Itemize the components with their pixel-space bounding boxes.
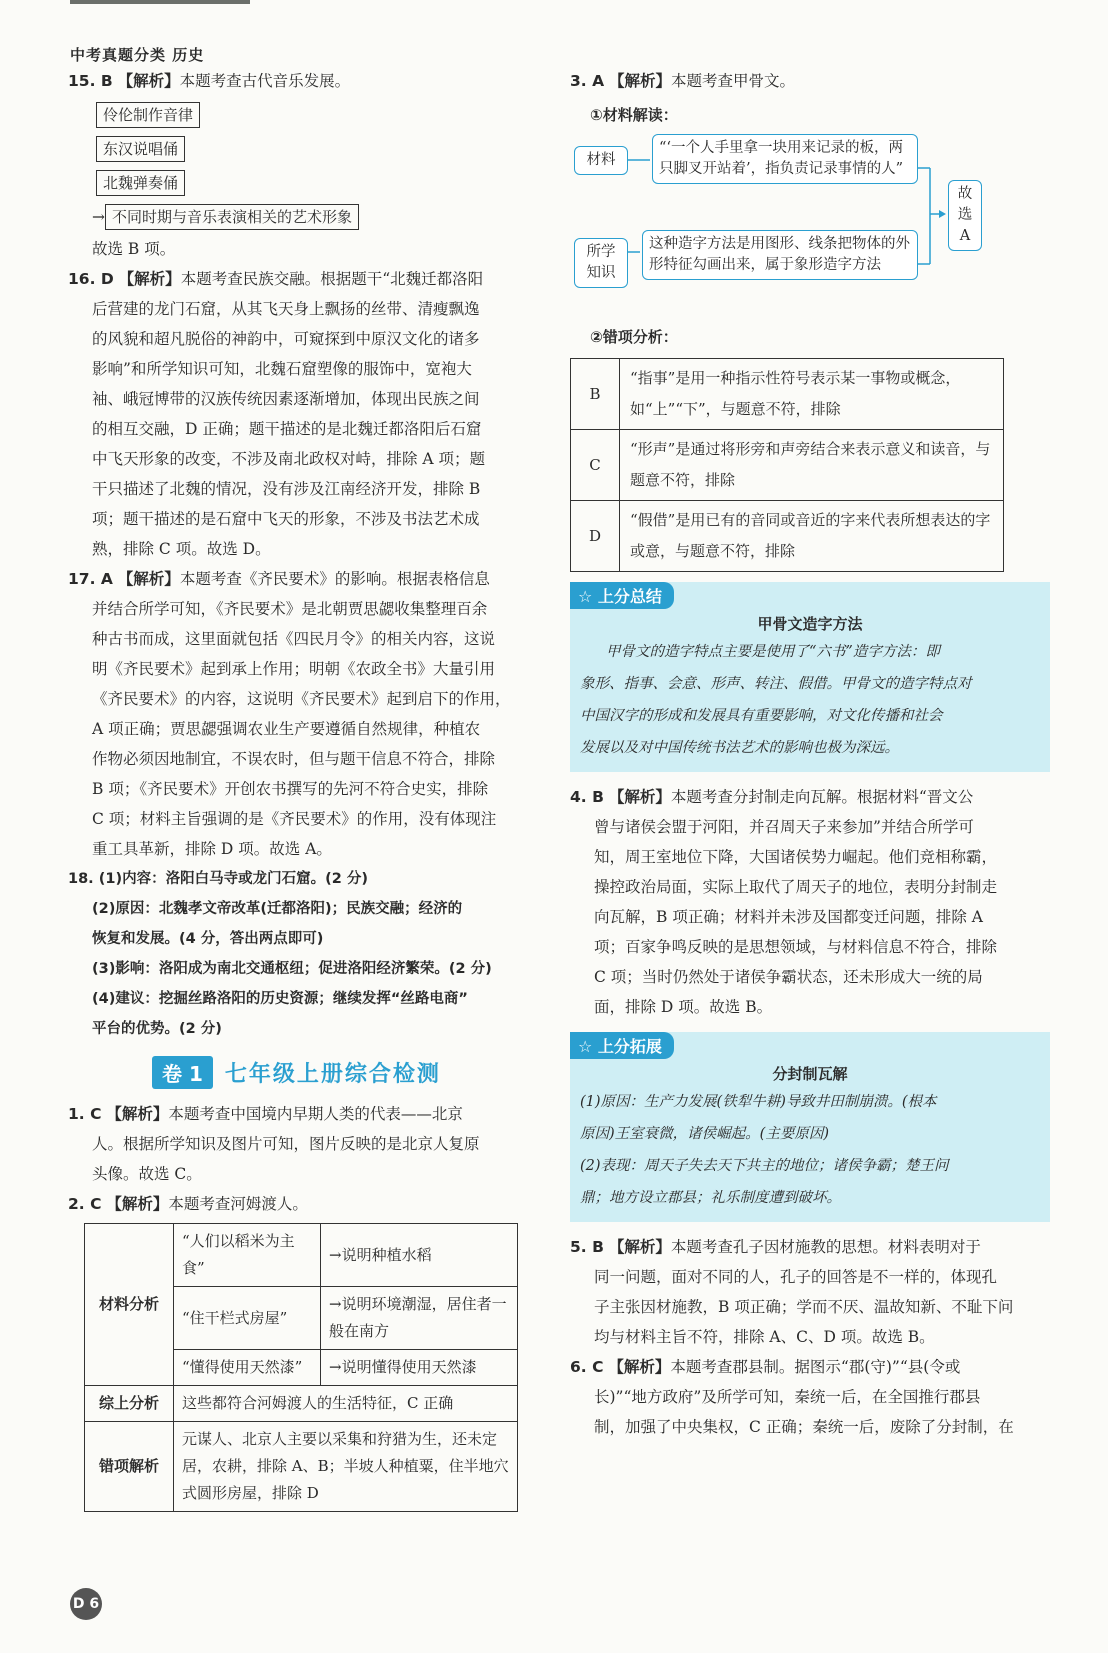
text-line: 种古书而成，这里面就包括《四民月令》的相关内容，这说 [92, 630, 496, 648]
text-line: 《齐民要术》的内容，这说明《齐民要术》起到启下的作用， [92, 690, 511, 708]
table-header: 综上分析 [85, 1386, 174, 1422]
section-banner [152, 1056, 546, 1089]
text-line: 重工具革新，排除 D 项。故选 A。 [92, 840, 332, 858]
text-line: 本题考查郡县制。据图示“郡(守)”“县(令或 [670, 1358, 961, 1376]
analysis-tag: 【解析】 [118, 270, 181, 288]
answer-line: (4)建议：挖掘丝路洛阳的历史资源；继续发挥“丝路电商” [92, 991, 468, 1007]
text-line: 明《齐民要术》起到承上作用；明朝《农政全书》大量引用 [92, 660, 496, 678]
text-line: 长)”“地方政府”及所学可知，秦统一后，在全国推行郡县 [594, 1388, 981, 1406]
subheading: ①材料解读： [590, 106, 678, 124]
top-decoration-bar [70, 0, 250, 4]
arrow-icon: → [92, 208, 105, 226]
answer-line: 故选 B 项。 [92, 240, 176, 258]
boxed-item: 东汉说唱俑 [96, 136, 185, 162]
analysis-tag: 【解析】 [117, 570, 180, 588]
question-number: 4. B [570, 788, 604, 806]
analysis-tag: 【解析】 [106, 1195, 169, 1213]
text-line: C 项；材料主旨强调的是《齐民要术》的作用，没有体现注 [92, 810, 497, 828]
text-line: 并结合所学可知，《齐民要术》是北朝贾思勰收集整理百余 [92, 600, 488, 618]
text-line: 项；百家争鸣反映的是思想领域，与材料信息不符合，排除 [594, 938, 998, 956]
material-text: “‘一个人手里拿一块用来记录的板，两只脚叉开站着’，指负责记录事情的人” [652, 134, 918, 184]
question-6 [570, 1352, 1050, 1442]
table-cell: “住干栏式房屋” [174, 1287, 321, 1350]
error-analysis-table [570, 358, 1004, 572]
text-line: 本题考查民族交融。根据题干“北魏迁都洛阳 [180, 270, 484, 288]
tip-heading-text: 上分总结 [597, 587, 662, 606]
tip-line: (2)表现：周天子失去天下共主的地位；诸侯争霸；楚王问 [580, 1158, 949, 1174]
text-line: 袖、峨冠博带的汉族传统因素逐渐增加，体现出民族之间 [92, 390, 480, 408]
question-5 [570, 1232, 1050, 1352]
section-title: 七年级上册综合检测 [224, 1062, 441, 1087]
text-line: 熟，排除 C 项。故选 D。 [92, 540, 271, 558]
tip-line: 甲骨文的造字特点主要是使用了“六书”造字方法：即 [606, 644, 940, 660]
right-column [570, 66, 1050, 1442]
option-label: B [571, 359, 620, 430]
tip-heading [570, 582, 674, 609]
question-4 [570, 782, 1050, 1022]
question-text: 本题考查河姆渡人。 [168, 1195, 308, 1213]
text-line: 本题考查分封制走向瓦解。根据材料“晋文公 [670, 788, 974, 806]
text-line: 中飞天形象的改变，不涉及南北政权对峙，排除 A 项；题 [92, 450, 486, 468]
answer-line: 恢复和发展。(4 分，答出两点即可) [92, 931, 324, 947]
question-number: 2. C [68, 1195, 102, 1213]
text-line: 本题考查孔子因材施教的思想。材料表明对于 [670, 1238, 981, 1256]
answer-line: (1)内容：洛阳白马寺或龙门石窟。(2 分) [98, 871, 368, 887]
tip-heading-text: 上分拓展 [597, 1037, 662, 1056]
label-knowledge: 所学知识 [574, 238, 628, 288]
subheading: ②错项分析： [590, 328, 678, 346]
option-analysis: “指事”是用一种指示性符号表示某一事物或概念，如“上”“下”，与题意不符，排除 [620, 359, 1004, 430]
analysis-tag: 【解析】 [608, 1358, 671, 1376]
option-label: D [571, 501, 620, 572]
text-line: 面，排除 D 项。故选 B。 [594, 998, 773, 1016]
material-diagram [570, 134, 1050, 324]
question-2 [68, 1189, 546, 1512]
tip-line: 鼎；地方设立郡县；礼乐制度遭到破坏。 [580, 1190, 841, 1206]
analysis-tag: 【解析】 [117, 72, 180, 90]
boxed-item: 伶伦制作音律 [96, 102, 200, 128]
table-cell: “懂得使用天然漆” [174, 1350, 321, 1386]
table-cell: 元谋人、北京人主要以采集和狩猎为生，还未定居，农耕，排除 A、B；半坡人种植粟，住半地穴式圆形房屋，排除 D [174, 1422, 518, 1512]
question-number: 3. A [570, 72, 605, 90]
table-cell: →说明懂得使用天然漆 [321, 1350, 518, 1386]
text-line: 曾与诸侯会盟于河阳，并召周天子来参加”并结合所学可 [594, 818, 974, 836]
table-header: 错项解析 [85, 1422, 174, 1512]
text-line: 知，周王室地位下降，大国诸侯势力崛起。他们竞相称霸， [594, 848, 998, 866]
question-16 [68, 264, 546, 564]
text-line: B 项；《齐民要术》开创农书撰写的先河不符合史实，排除 [92, 780, 489, 798]
text-line: 作物必须因地制宜，不误农时，但与题干信息不符合，排除 [92, 750, 496, 768]
page-header: 中考真题分类 历史 [70, 46, 205, 64]
text-line: 制，加强了中央集权，C 正确；秦统一后，废除了分封制，在 [594, 1418, 1014, 1436]
text-line: 向瓦解，B 项正确；材料并未涉及国都变迁问题，排除 A [594, 908, 983, 926]
question-number: 5. B [570, 1238, 604, 1256]
tip-line: 发展以及对中国传统书法艺术的影响也极为深远。 [580, 740, 899, 756]
text-line: 本题考查《齐民要术》的影响。根据表格信息 [179, 570, 490, 588]
page-number: D 6 [70, 1588, 102, 1620]
question-18 [68, 864, 546, 1044]
question-number: 18. [68, 871, 94, 887]
table-cell: 这些都符合河姆渡人的生活特征，C 正确 [174, 1386, 518, 1422]
text-line: 头像。故选 C。 [92, 1165, 202, 1183]
answer-line: 平台的优势。(2 分) [92, 1021, 222, 1037]
analysis-tag: 【解析】 [608, 1238, 671, 1256]
option-analysis: “形声”是通过将形旁和声旁结合来表示意义和读音，与题意不符，排除 [620, 430, 1004, 501]
knowledge-text: 这种造字方法是用图形、线条把物体的外形特征勾画出来，属于象形造字方法 [642, 230, 918, 280]
text-line: 操控政治局面，实际上取代了周天子的地位，表明分封制走 [594, 878, 998, 896]
question-number: 1. C [68, 1105, 102, 1123]
question-text: 本题考查甲骨文。 [671, 72, 796, 90]
star-icon: ☆ [578, 587, 598, 606]
text-line: C 项；当时仍然处于诸侯争霸状态，还未形成大一统的局 [594, 968, 983, 986]
text-line: 后营建的龙门石窟，从其飞天身上飘扬的丝带、清瘦飘逸 [92, 300, 480, 318]
volume-badge: 卷 1 [152, 1056, 213, 1089]
answer-line: (2)原因：北魏孝文帝改革(迁都洛阳)；民族交融；经济的 [92, 901, 463, 917]
conclusion-box: 故选A [948, 180, 982, 251]
analysis-table [84, 1223, 518, 1512]
tip-line: 中国汉字的形成和发展具有重要影响，对文化传播和社会 [580, 708, 943, 724]
table-header: 材料分析 [85, 1224, 174, 1386]
left-column [68, 66, 546, 1512]
question-17 [68, 564, 546, 864]
question-number: 17. A [68, 570, 113, 588]
text-line: 的相互交融，D 正确；题干描述的是北魏迁都洛阳后石窟 [92, 420, 482, 438]
analysis-tag: 【解析】 [609, 72, 672, 90]
text-line: 影响”和所学知识可知，北魏石窟塑像的服饰中，宽袍大 [92, 360, 472, 378]
question-text: 本题考查古代音乐发展。 [179, 72, 351, 90]
text-line: 的风貌和超凡脱俗的神韵中，可窥探到中原汉文化的诸多 [92, 330, 480, 348]
tip-line: 原因)王室衰微，诸侯崛起。(主要原因) [580, 1126, 829, 1142]
tip-line: (1)原因：生产力发展(铁犁牛耕)导致井田制崩溃。(根本 [580, 1094, 937, 1110]
text-line: A 项正确；贾思勰强调农业生产要遵循自然规律，种植农 [92, 720, 481, 738]
question-3 [570, 66, 1050, 572]
question-number: 15. B [68, 72, 113, 90]
question-1 [68, 1099, 546, 1189]
question-number: 16. D [68, 270, 114, 288]
boxed-item: 北魏弹奏俑 [96, 170, 185, 196]
boxed-result: 不同时期与音乐表演相关的艺术形象 [105, 204, 359, 230]
label-material: 材料 [574, 146, 628, 175]
table-cell: →说明环境潮湿，居住者一般在南方 [321, 1287, 518, 1350]
option-analysis: “假借”是用已有的音同或音近的字来代表所想表达的字或意，与题意不符，排除 [620, 501, 1004, 572]
question-number: 6. C [570, 1358, 604, 1376]
table-cell: →说明种植水稻 [321, 1224, 518, 1287]
tip-extension-box [570, 1032, 1050, 1222]
answer-line: (3)影响：洛阳成为南北交通枢纽；促进洛阳经济繁荣。(2 分) [92, 961, 492, 977]
tip-summary-box [570, 582, 1050, 772]
tip-line: 象形、指事、会意、形声、转注、假借。甲骨文的造字特点对 [580, 676, 972, 692]
tip-heading [570, 1032, 674, 1059]
analysis-tag: 【解析】 [608, 788, 671, 806]
question-15 [68, 66, 546, 264]
table-cell: “人们以稻米为主食” [174, 1224, 321, 1287]
tip-title: 甲骨文造字方法 [757, 615, 863, 633]
star-icon: ☆ [578, 1037, 598, 1056]
text-line: 人。根据所学知识及图片可知，图片反映的是北京人复原 [92, 1135, 480, 1153]
text-line: 子主张因材施教，B 项正确；学而不厌、温故知新、不耻下问 [594, 1298, 1014, 1316]
option-label: C [571, 430, 620, 501]
text-line: 项；题干描述的是石窟中飞天的形象，不涉及书法艺术成 [92, 510, 480, 528]
analysis-tag: 【解析】 [106, 1105, 169, 1123]
text-line: 同一问题，面对不同的人，孔子的回答是不一样的，体现孔 [594, 1268, 998, 1286]
text-line: 均与材料主旨不符，排除 A、C、D 项。故选 B。 [594, 1328, 935, 1346]
text-line: 本题考查中国境内早期人类的代表——北京 [168, 1105, 463, 1123]
text-line: 干只描述了北魏的情况，没有涉及江南经济开发，排除 B [92, 480, 481, 498]
tip-title: 分封制瓦解 [772, 1065, 848, 1083]
